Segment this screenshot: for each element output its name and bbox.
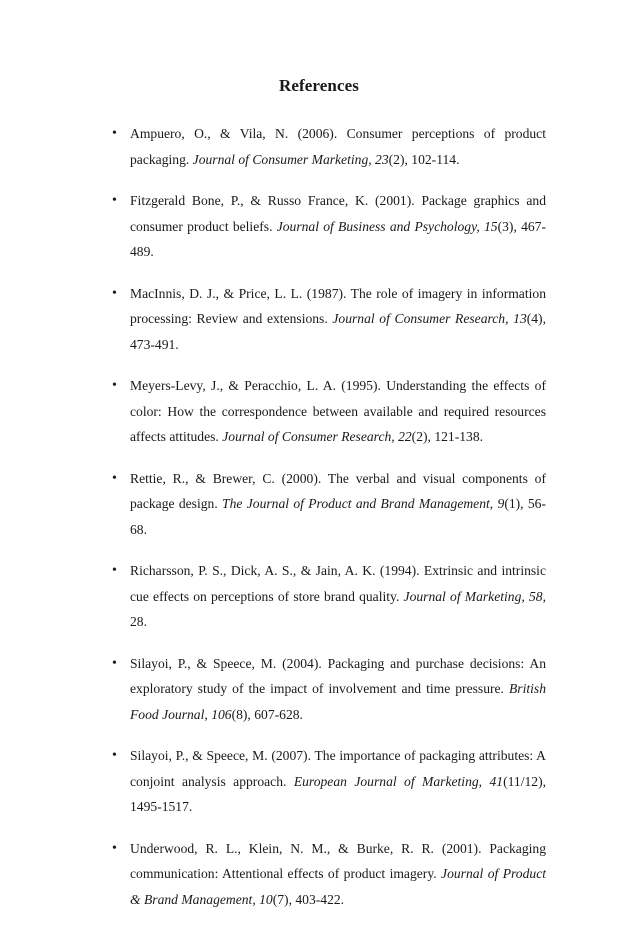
reference-authors: Underwood, R. L., Klein, N. M., & Burke, R. R. (2001). Packaging communication: Attentional effects of product imagery. (130, 840, 546, 881)
reference-separator: , (391, 429, 399, 444)
reference-journal: British Food Journal (130, 681, 547, 722)
reference-issue-pages: (2), 121-138. (411, 429, 484, 444)
reference-separator: , (252, 891, 260, 907)
reference-separator: , (476, 218, 484, 234)
reference-issue-pages: (4), 473-491. (130, 311, 546, 352)
reference-text (130, 373, 546, 450)
reference-item (0, 188, 638, 265)
bullet-icon: • (112, 193, 117, 208)
reference-text (130, 121, 546, 172)
reference-issue-pages: (8), 607-628. (231, 706, 303, 722)
reference-text (130, 558, 546, 635)
reference-authors: Rettie, R., & Brewer, C. (2000). The verbal and visual components of package design. (130, 470, 546, 511)
reference-separator: , (368, 151, 376, 167)
reference-volume: 10 (259, 891, 273, 907)
reference-item (0, 558, 638, 635)
reference-journal: Journal of Consumer Research (222, 429, 392, 444)
reference-item (0, 836, 638, 913)
reference-volume: 23 (375, 151, 389, 167)
bullet-icon: • (112, 563, 117, 578)
reference-issue-pages: , 28. (130, 588, 546, 629)
reference-separator: , (505, 311, 514, 326)
reference-separator: , (204, 706, 212, 722)
bullet-icon: • (112, 285, 117, 301)
reference-list (0, 121, 638, 928)
reference-text (130, 281, 546, 358)
bullet-icon: • (112, 470, 117, 486)
reference-journal: Journal of Business and Psychology (276, 218, 477, 234)
reference-journal: Journal of Product & Brand Management (130, 866, 546, 907)
reference-authors: MacInnis, D. J., & Price, L. L. (1987). The role of imagery in information processing: Review and extensions. (130, 285, 546, 326)
reference-journal: Journal of Consumer Research (332, 311, 506, 326)
reference-item (0, 281, 638, 358)
reference-authors: Fitzgerald Bone, P., & Russo France, K. (2001). Package graphics and consumer product beliefs. (130, 193, 546, 234)
reference-authors: Silayoi, P., & Speece, M. (2004). Packaging and purchase decisions: An exploratory study of the impact of involvement and time pressure. (130, 655, 546, 696)
bullet-icon: • (112, 748, 117, 763)
reference-volume: 58 (529, 588, 543, 604)
reference-authors: Silayoi, P., & Speece, M. (2007). The importance of packaging attributes: A conjoint analysis approach. (130, 748, 546, 789)
reference-volume: 9 (497, 496, 505, 511)
reference-text (130, 651, 546, 728)
reference-text (130, 836, 546, 913)
reference-item (0, 743, 638, 820)
reference-issue-pages: (7), 403-422. (272, 891, 345, 907)
bullet-icon: • (112, 378, 117, 393)
reference-issue-pages: (11/12), 1495-1517. (130, 773, 547, 814)
bullet-icon: • (112, 126, 117, 141)
reference-authors: Ampuero, O., & Vila, N. (2006). Consumer perceptions of product packaging. (130, 126, 546, 167)
reference-authors: Meyers-Levy, J., & Peracchio, L. A. (1995). Understanding the effects of color: How the correspondence between available and required resources affects attitudes. (130, 378, 546, 444)
reference-text (130, 466, 546, 543)
page-title: References (279, 76, 359, 95)
reference-journal: Journal of Marketing (403, 588, 522, 604)
reference-text (130, 743, 546, 820)
reference-item (0, 121, 638, 172)
reference-issue-pages: (1), 56-68. (130, 496, 546, 537)
reference-issue-pages: (2), 102-114. (388, 151, 460, 167)
reference-separator: , (489, 496, 498, 511)
reference-volume: 106 (211, 706, 232, 722)
reference-journal: The Journal of Product and Brand Management (222, 496, 490, 511)
bullet-icon: • (112, 655, 117, 671)
reference-item (0, 466, 638, 543)
reference-separator: , (478, 773, 490, 789)
reference-journal: Journal of Consumer Marketing (192, 151, 369, 167)
reference-item (0, 373, 638, 450)
bullet-icon: • (112, 840, 117, 856)
reference-volume: 13 (513, 311, 527, 326)
reference-text (130, 188, 546, 265)
reference-separator: , (521, 588, 529, 604)
reference-item (0, 651, 638, 728)
reference-volume: 15 (484, 218, 498, 234)
reference-authors: Richarsson, P. S., Dick, A. S., & Jain, A. K. (1994). Extrinsic and intrinsic cue effects on perceptions of store brand quality. (130, 563, 546, 604)
reference-volume: 41 (489, 773, 504, 789)
reference-volume: 22 (398, 429, 412, 444)
reference-issue-pages: (3), 467-489. (130, 218, 546, 259)
reference-journal: European Journal of Marketing (293, 773, 479, 789)
